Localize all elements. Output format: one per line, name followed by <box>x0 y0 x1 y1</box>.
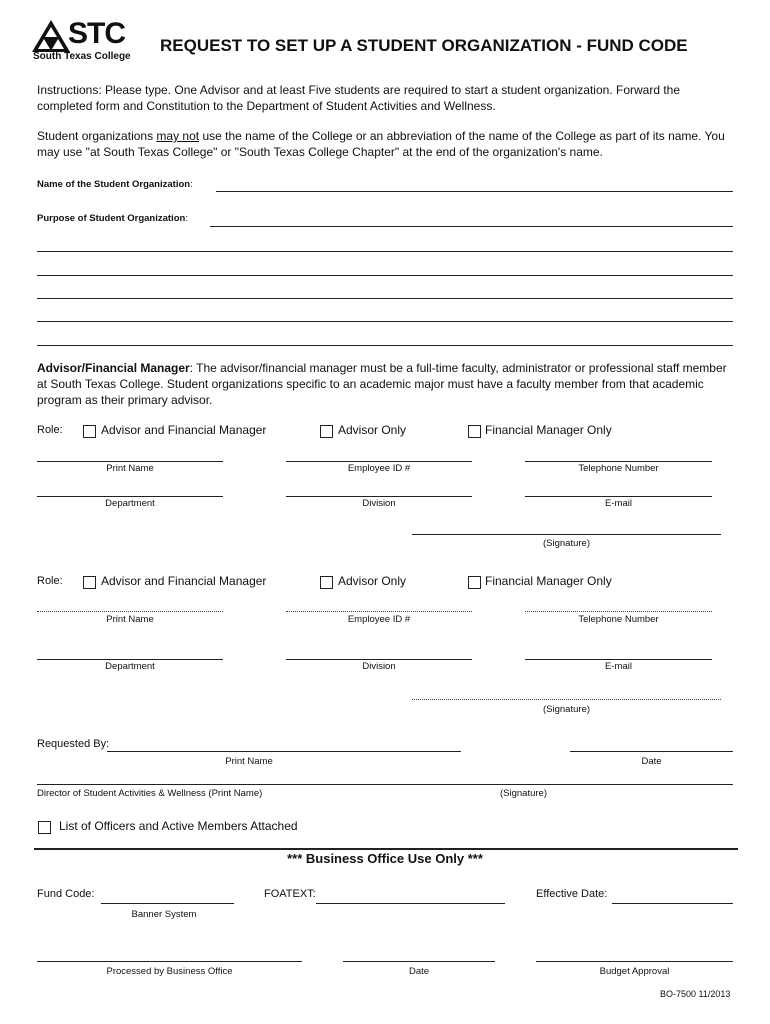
purpose-line[interactable] <box>37 275 733 276</box>
purpose-line[interactable] <box>37 251 733 252</box>
requested-by-date-caption: Date <box>641 756 662 767</box>
option-financial-manager-only: Financial Manager Only <box>485 423 612 437</box>
effective-date-label: Effective Date: <box>536 888 608 900</box>
purpose-label: Purpose of Student Organization: <box>37 213 188 224</box>
telephone-caption: Telephone Number <box>578 463 659 474</box>
director-signature-caption: (Signature) <box>500 788 547 799</box>
banner-system-caption: Banner System <box>131 909 197 920</box>
signature-caption: (Signature) <box>543 538 590 549</box>
email-field[interactable] <box>525 659 712 660</box>
purpose-line[interactable] <box>37 345 733 346</box>
checkbox-advisor-and-financial-manager[interactable] <box>83 576 96 589</box>
checkbox-advisor-only[interactable] <box>320 425 333 438</box>
email-caption: E-mail <box>605 661 632 672</box>
option-advisor-and-financial-manager: Advisor and Financial Manager <box>101 423 267 437</box>
signature-field[interactable] <box>412 699 721 700</box>
option-financial-manager-only: Financial Manager Only <box>485 574 612 588</box>
department-field[interactable] <box>37 659 223 660</box>
officers-attached-label: List of Officers and Active Members Attached <box>59 819 298 833</box>
logo-text: STC <box>68 17 125 50</box>
option-advisor-and-financial-manager: Advisor and Financial Manager <box>101 574 267 588</box>
signature-field[interactable] <box>412 534 721 535</box>
division-caption: Division <box>362 661 396 672</box>
division-field[interactable] <box>286 496 472 497</box>
business-date-field[interactable] <box>343 961 495 962</box>
processed-by-caption: Processed by Business Office <box>106 966 233 977</box>
print-name-field[interactable] <box>37 461 223 462</box>
foatext-field[interactable] <box>316 903 505 904</box>
purpose-line[interactable] <box>37 321 733 322</box>
employee-id-field[interactable] <box>286 461 472 462</box>
telephone-field[interactable] <box>525 611 712 612</box>
org-name-field[interactable] <box>216 191 733 192</box>
naming-before: Student organizations <box>37 129 157 143</box>
requested-by-date-field[interactable] <box>570 751 733 752</box>
checkbox-advisor-only[interactable] <box>320 576 333 589</box>
print-name-field[interactable] <box>37 611 223 612</box>
email-field[interactable] <box>525 496 712 497</box>
naming-after: use the name of the College or an abbreviation of the name of the College as part of its name. You may use "at South Texas College" or "South Texas College Chapter" at the end of the organization's name. <box>37 129 725 159</box>
form-number: BO-7500 11/2013 <box>660 989 731 999</box>
department-field[interactable] <box>37 496 223 497</box>
employee-id-field[interactable] <box>286 611 472 612</box>
business-office-divider <box>34 848 738 850</box>
director-field[interactable] <box>37 784 733 785</box>
logo-subtitle: South Texas College <box>33 51 131 62</box>
division-field[interactable] <box>286 659 472 660</box>
advisor-heading: Advisor/Financial Manager <box>37 361 190 375</box>
budget-approval-caption: Budget Approval <box>599 966 670 977</box>
employee-id-caption: Employee ID # <box>347 614 411 625</box>
print-name-caption: Print Name <box>106 614 154 625</box>
email-caption: E-mail <box>605 498 632 509</box>
budget-approval-field[interactable] <box>536 961 733 962</box>
purpose-field[interactable] <box>210 226 733 227</box>
checkbox-officers-attached[interactable] <box>38 821 51 834</box>
naming-emphasis: may not <box>156 129 200 143</box>
telephone-field[interactable] <box>525 461 712 462</box>
checkbox-financial-manager-only[interactable] <box>468 425 481 438</box>
advisor-description <box>37 360 737 408</box>
director-caption: Director of Student Activities & Wellness (Print Name) <box>37 788 263 799</box>
foatext-label: FOATEXT: <box>264 888 316 900</box>
triangle-logo-icon <box>32 20 70 52</box>
processed-by-field[interactable] <box>37 961 302 962</box>
role-label: Role: <box>37 575 63 587</box>
advisor-text: : The advisor/financial manager must be a full-time faculty, administrator or professional staff member at South Texas College. Student organizations specific to an academic major must have a faculty member from that academic program as their primary advisor. <box>37 361 727 407</box>
naming-rule-text <box>37 128 737 160</box>
stc-logo <box>30 18 130 64</box>
form-title: REQUEST TO SET UP A STUDENT ORGANIZATION - FUND CODE <box>160 36 688 55</box>
division-caption: Division <box>362 498 396 509</box>
fund-code-label: Fund Code: <box>37 888 95 900</box>
signature-caption: (Signature) <box>543 704 590 715</box>
department-caption: Department <box>105 661 155 672</box>
employee-id-caption: Employee ID # <box>347 463 411 474</box>
business-date-caption: Date <box>408 966 430 977</box>
effective-date-field[interactable] <box>612 903 733 904</box>
role-label: Role: <box>37 424 63 436</box>
fund-code-field[interactable] <box>101 903 234 904</box>
print-name-caption: Print Name <box>106 463 154 474</box>
instructions-text: Instructions: Please type. One Advisor and at least Five students are required to start a student organization. Forward the completed form and Constitution to the Department of Student Activities and Wellness. <box>37 83 681 113</box>
department-caption: Department <box>105 498 155 509</box>
checkbox-financial-manager-only[interactable] <box>468 576 481 589</box>
org-name-label: Name of the Student Organization: <box>37 179 193 190</box>
requested-by-label: Requested By: <box>37 738 110 750</box>
business-office-heading: *** Business Office Use Only *** <box>287 851 483 866</box>
telephone-caption: Telephone Number <box>578 614 659 625</box>
option-advisor-only: Advisor Only <box>338 574 407 588</box>
checkbox-advisor-and-financial-manager[interactable] <box>83 425 96 438</box>
requested-by-print-name-caption: Print Name <box>225 756 273 767</box>
requested-by-name-field[interactable] <box>107 751 461 752</box>
option-advisor-only: Advisor Only <box>338 423 407 437</box>
purpose-line[interactable] <box>37 298 733 299</box>
